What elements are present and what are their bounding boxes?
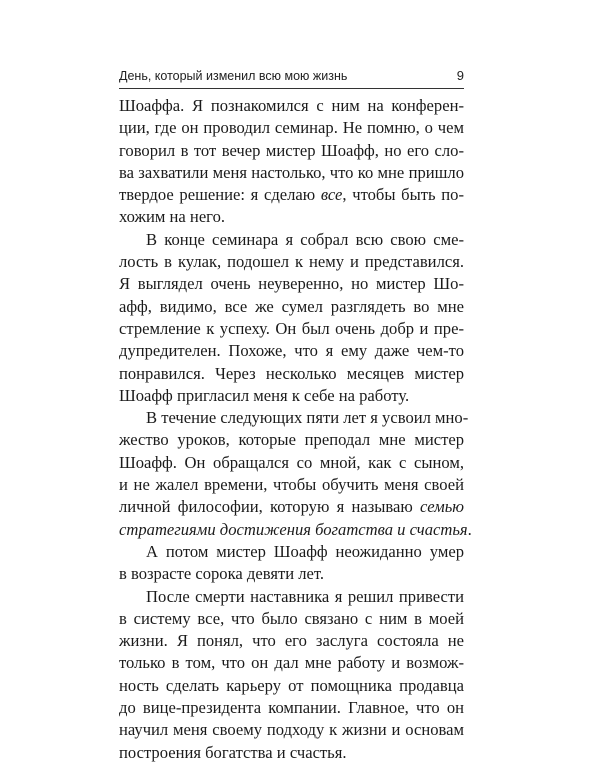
text-line: в возрасте сорока девяти лет. [119,564,325,584]
text-line: научил меня своему подходу к жизни и основам [119,720,464,740]
text-line: ции, где он проводил семинар. Не помню, о чем [119,118,464,138]
paragraph-1 [119,95,464,229]
text-line: ва захватили меня настолько, что ко мне пришло [119,162,464,182]
running-head-title: День, который изменил всю мою жизнь [119,69,348,83]
text-line: в систему все, что было связано с ним в моей [119,608,464,628]
paragraph-4 [119,541,464,586]
italic-phrase: стратегиями достижения богатства и счастья [119,519,468,539]
text-line-with-italic [119,519,472,541]
text-line: Я выглядел очень неуверенно, но мистер Шо- [119,274,464,294]
italic-phrase: семью [420,497,464,517]
text-fragment: , чтобы быть по- [342,185,464,205]
text-line: говорил в тот вечер мистер Шоафф, но его сло- [119,140,464,160]
page-number: 9 [456,68,464,83]
header-rule [119,88,464,89]
text-line: ность сделать карьеру от помощника продавца [119,675,464,695]
text-line: Шоафф. Он обращался со мной, как с сыном, [119,452,464,472]
text-line: и не жалел времени, чтобы обучить меня своей [119,475,464,495]
text-fragment: твердое решение: я сделаю [119,185,321,205]
paragraph-2 [119,229,464,407]
text-line: только в том, что он дал мне работу и возмож- [119,653,464,673]
text-line: лость в кулак, подошел к нему и представился. [119,252,464,272]
text-fragment: . [467,519,472,539]
text-line: жизни. Я понял, что его заслуга состояла не [119,631,464,651]
text-line: Шоаффа. Я познакомился с ним на конферен- [119,96,464,115]
paragraph-3 [119,407,472,541]
text-line-with-italic [119,184,464,206]
paragraph-5 [119,586,464,764]
text-line: дупредителен. Похоже, что я ему даже чем-то [119,341,464,361]
text-line: В конце семинара я собрал всю свою сме- [146,229,464,249]
text-line: А потом мистер Шоафф неожиданно умер [146,541,464,561]
text-line: построения богатства и счастья. [119,742,347,762]
running-header [119,68,464,88]
text-line: жество уроков, которые преподал мне мистер [119,430,464,450]
text-line: до вице-президента компании. Главное, что он [119,698,464,718]
text-line: понравился. Через несколько месяцев мистер [119,363,464,383]
text-line: афф, видимо, все же сумел разглядеть во мне [119,296,464,316]
text-line: В течение следующих пяти лет я усвоил мно- [146,408,469,428]
text-line-with-italic [119,496,464,518]
text-line: хожим на него. [119,207,226,227]
body-text [119,95,472,764]
text-line: стремление к успеху. Он был очень добр и пре- [119,318,464,338]
text-line: После смерти наставника я решил привести [146,586,464,606]
text-line: Шоафф пригласил меня к себе на работу. [119,385,410,405]
text-fragment: личной философии, которую я называю [119,497,421,517]
italic-word: все [320,185,343,205]
